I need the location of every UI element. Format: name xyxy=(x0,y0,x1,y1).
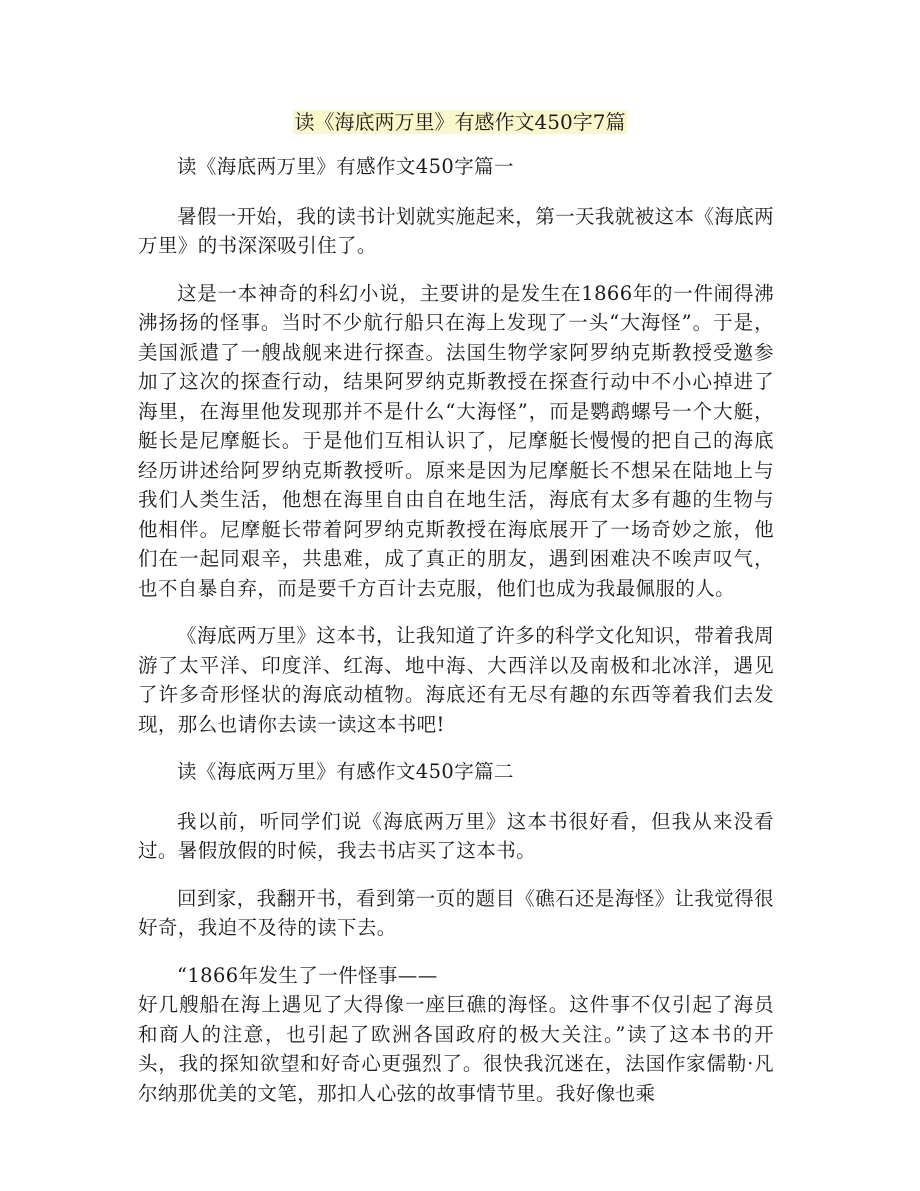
document-title-text: 读《海底两万里》有感作文450字7篇 xyxy=(294,110,626,134)
paragraph: 这是一本神奇的科幻小说，主要讲的是发生在1866年的一件闹得沸沸扬扬的怪事。当时不少航行船只在海上发现了一头“大海怪”。于是，美国派遣了一艘战舰来进行探查。法国生物学家阿罗纳克斯教授受邀参加了这次的探查行动，结果阿罗纳克斯教授在探查行动中不小心掉进了海里，在海里他发现那并不是什么“大海怪”，而是鹦鹉螺号一个大艇，艇长是尼摩艇长。于是他们互相认识了，尼摩艇长慢慢的把自己的海底经历讲述给阿罗纳克斯教授听。原来是因为尼摩艇长不想呆在陆地上与我们人类生活，他想在海里自由自在地生活，海底有太多有趣的生物与他相伴。尼摩艇长带着阿罗纳克斯教授在海底展开了一场奇妙之旅，他们在一起同艰辛，共患难，成了真正的朋友，遇到困难决不唉声叹气，也不自暴自弃，而是要千方百计去克服，他们也成为我最佩服的人。 xyxy=(138,281,774,600)
paragraph: 《海底两万里》这本书，让我知道了许多的科学文化知识，带着我周游了太平洋、印度洋、红海、地中海、大西洋以及南极和北冰洋，遇见了许多奇形怪状的海底动植物。海底还有无尽有趣的东西等着我们去发现，那么也请你去读一读这本书吧! xyxy=(138,624,775,736)
paragraph: 我以前，听同学们说《海底两万里》这本书很好看，但我从来没看过。暑假放假的时候，我去书店买了这本书。 xyxy=(138,809,774,862)
quote-paragraph: “1866年发生了一件怪事—— xyxy=(177,963,438,987)
paragraph: 好几艘船在海上遇见了大得像一座巨礁的海怪。这件事不仅引起了海员和商人的注意，也引起了欧洲各国政府的极大关注。”读了这本书的开头，我的探知欲望和好奇心更强烈了。很快我沉迷在，法国作家儒勒·凡尔纳那优美的文笔，那扣人心弦的故事情节里。我好像也乘 xyxy=(138,993,774,1105)
section-heading-1: 读《海底两万里》有感作文450字篇一 xyxy=(177,155,514,178)
document-body xyxy=(138,152,774,1126)
paragraph: 回到家，我翻开书，看到第一页的题目《礁石还是海怪》让我觉得很好奇，我迫不及待的读下去。 xyxy=(138,886,775,939)
document-title xyxy=(0,108,920,136)
section-heading-2: 读《海底两万里》有感作文450字篇二 xyxy=(177,760,514,783)
paragraph: 暑假一开始，我的读书计划就实施起来，第一天我就被这本《海底两万里》的书深深吸引住了。 xyxy=(138,204,775,257)
